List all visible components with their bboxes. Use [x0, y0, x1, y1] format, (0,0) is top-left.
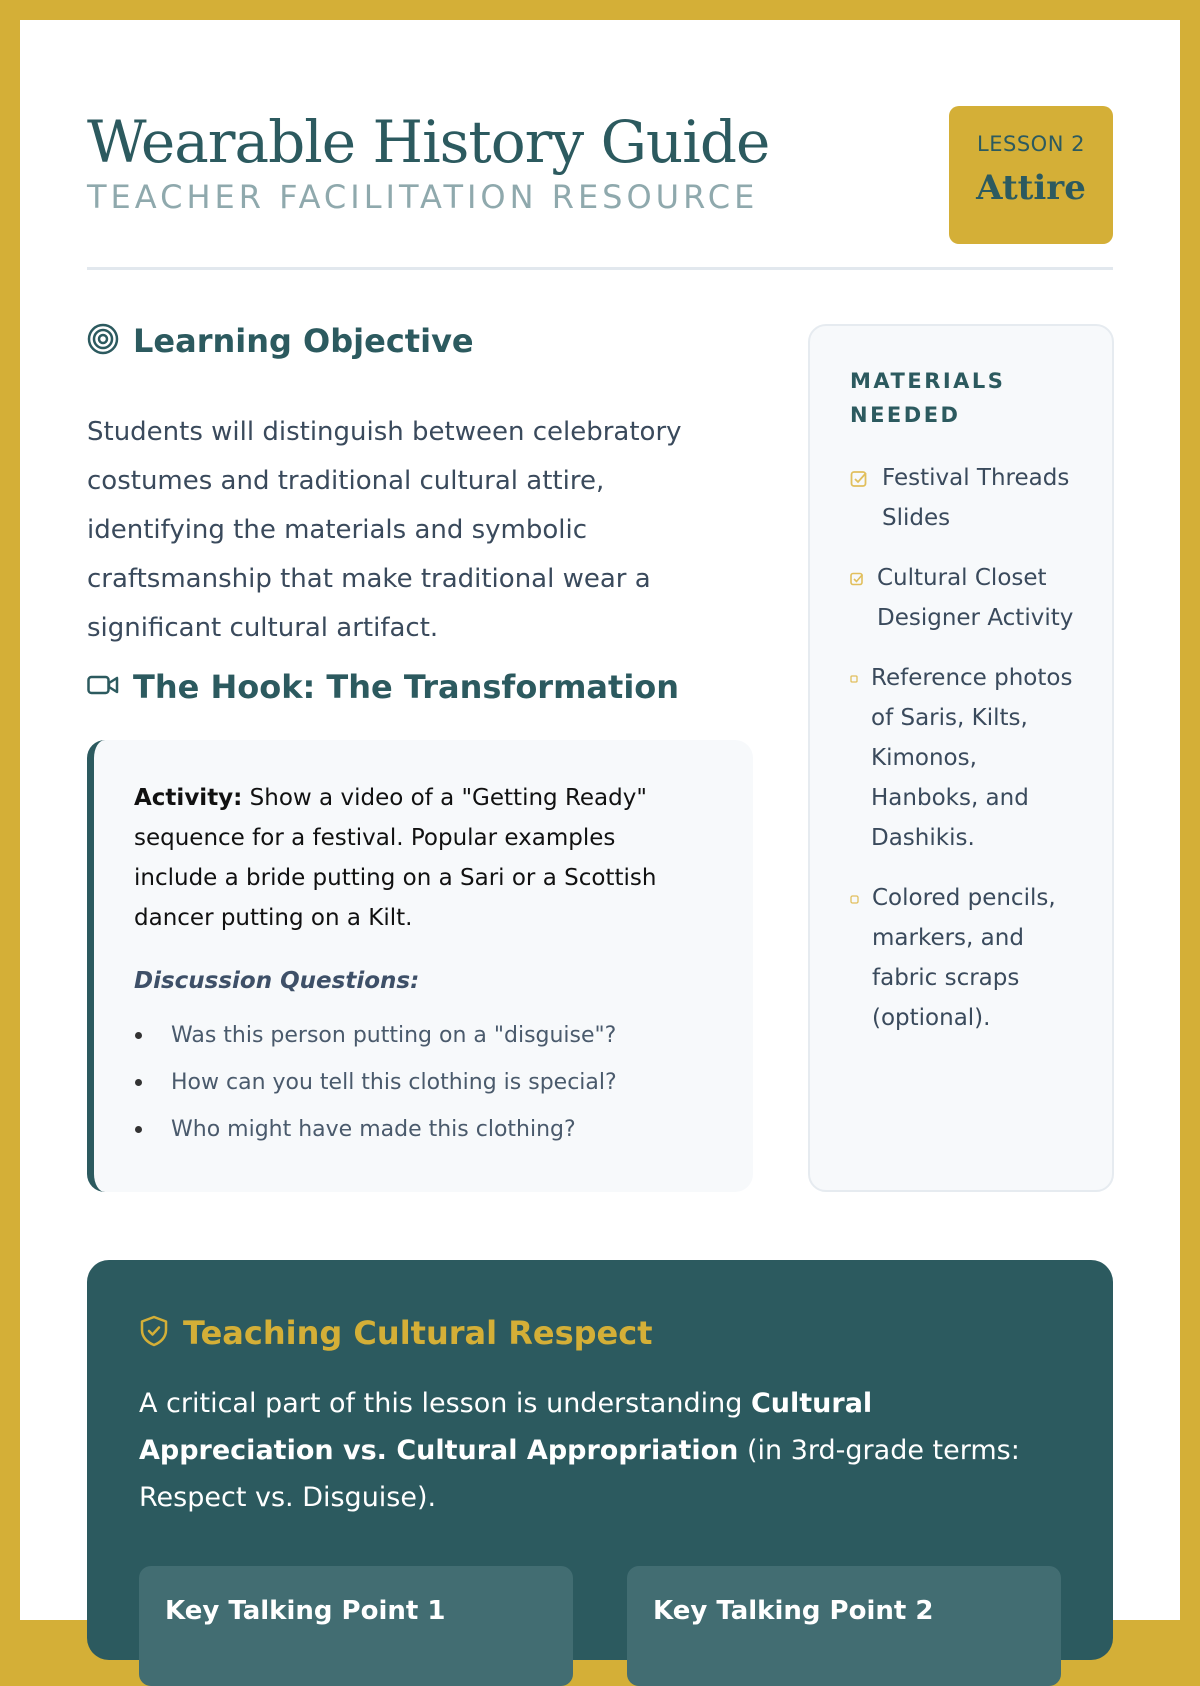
checkbox-icon [850, 572, 864, 586]
objective-title: Learning Objective [133, 322, 474, 360]
hook-heading [87, 668, 679, 706]
bullet-icon [850, 675, 858, 683]
lesson-number: LESSON 2 [977, 132, 1085, 156]
video-camera-icon [87, 673, 119, 701]
respect-text [139, 1380, 1069, 1521]
discussion-questions-title: Discussion Questions: [134, 968, 420, 994]
objective-heading [87, 322, 474, 360]
materials-title: MATERIALS NEEDED [850, 369, 1006, 427]
materials-list [850, 458, 1090, 1058]
target-icon [87, 323, 119, 359]
bullet-icon [850, 895, 859, 904]
list-item [134, 1059, 714, 1106]
lesson-name: Attire [976, 168, 1086, 208]
discussion-questions-list [134, 1012, 714, 1153]
respect-text-part: A critical part of this lesson is understanding [139, 1388, 751, 1419]
lesson-badge [949, 106, 1113, 244]
question-text: How can you tell this clothing is special? [171, 1070, 617, 1095]
respect-heading [139, 1314, 652, 1352]
respect-text-bold: Cultural Appreciation vs. Cultural Appropriation [139, 1388, 873, 1466]
page-subtitle: TEACHER FACILITATION RESOURCE [87, 178, 759, 216]
talking-point-title: Key Talking Point 1 [165, 1596, 446, 1626]
header [87, 90, 1113, 290]
header-divider [87, 267, 1113, 270]
activity-text [134, 778, 694, 938]
talking-point-card [139, 1566, 573, 1686]
material-text: Cultural Closet Designer Activity [877, 565, 1074, 631]
list-item [850, 878, 1090, 1038]
respect-title: Teaching Cultural Respect [183, 1314, 653, 1352]
cultural-respect-section [87, 1260, 1113, 1660]
page [20, 20, 1180, 1626]
material-text: Festival Threads Slides [882, 465, 1070, 531]
list-item [850, 658, 1090, 858]
question-text: Was this person putting on a "disguise"? [171, 1023, 617, 1048]
material-text: Colored pencils, markers, and fabric scraps (optional). [872, 885, 1056, 1031]
question-text: Who might have made this clothing? [171, 1117, 576, 1142]
materials-panel [808, 324, 1114, 1192]
respect-text-part: (in 3rd-grade terms: Respect vs. Disguise). [139, 1435, 1020, 1513]
list-item [134, 1012, 714, 1059]
list-item [850, 458, 1090, 538]
activity-label: Activity: [134, 785, 243, 811]
material-text: Reference photos of Saris, Kilts, Kimonos, Hanboks, and Dashikis. [871, 665, 1073, 851]
talking-point-card [627, 1566, 1061, 1686]
list-item [850, 558, 1090, 638]
talking-point-title: Key Talking Point 2 [653, 1596, 934, 1626]
checkbox-icon [850, 470, 868, 488]
objective-text: Students will distinguish between celebratory costumes and traditional cultural attire, identifying the materials and symbolic craftsmanship that make traditional wear a significant cultural artifact. [87, 417, 682, 643]
activity-description: Show a video of a "Getting Ready" sequence for a festival. Popular examples include a bride putting on a Sari or a Scottish dancer putting on a Kilt. [134, 785, 657, 931]
hook-card [87, 740, 753, 1192]
shield-check-icon [139, 1315, 169, 1351]
list-item [134, 1106, 714, 1153]
hook-title: The Hook: The Transformation [133, 668, 680, 706]
page-title: Wearable History Guide [87, 108, 770, 176]
